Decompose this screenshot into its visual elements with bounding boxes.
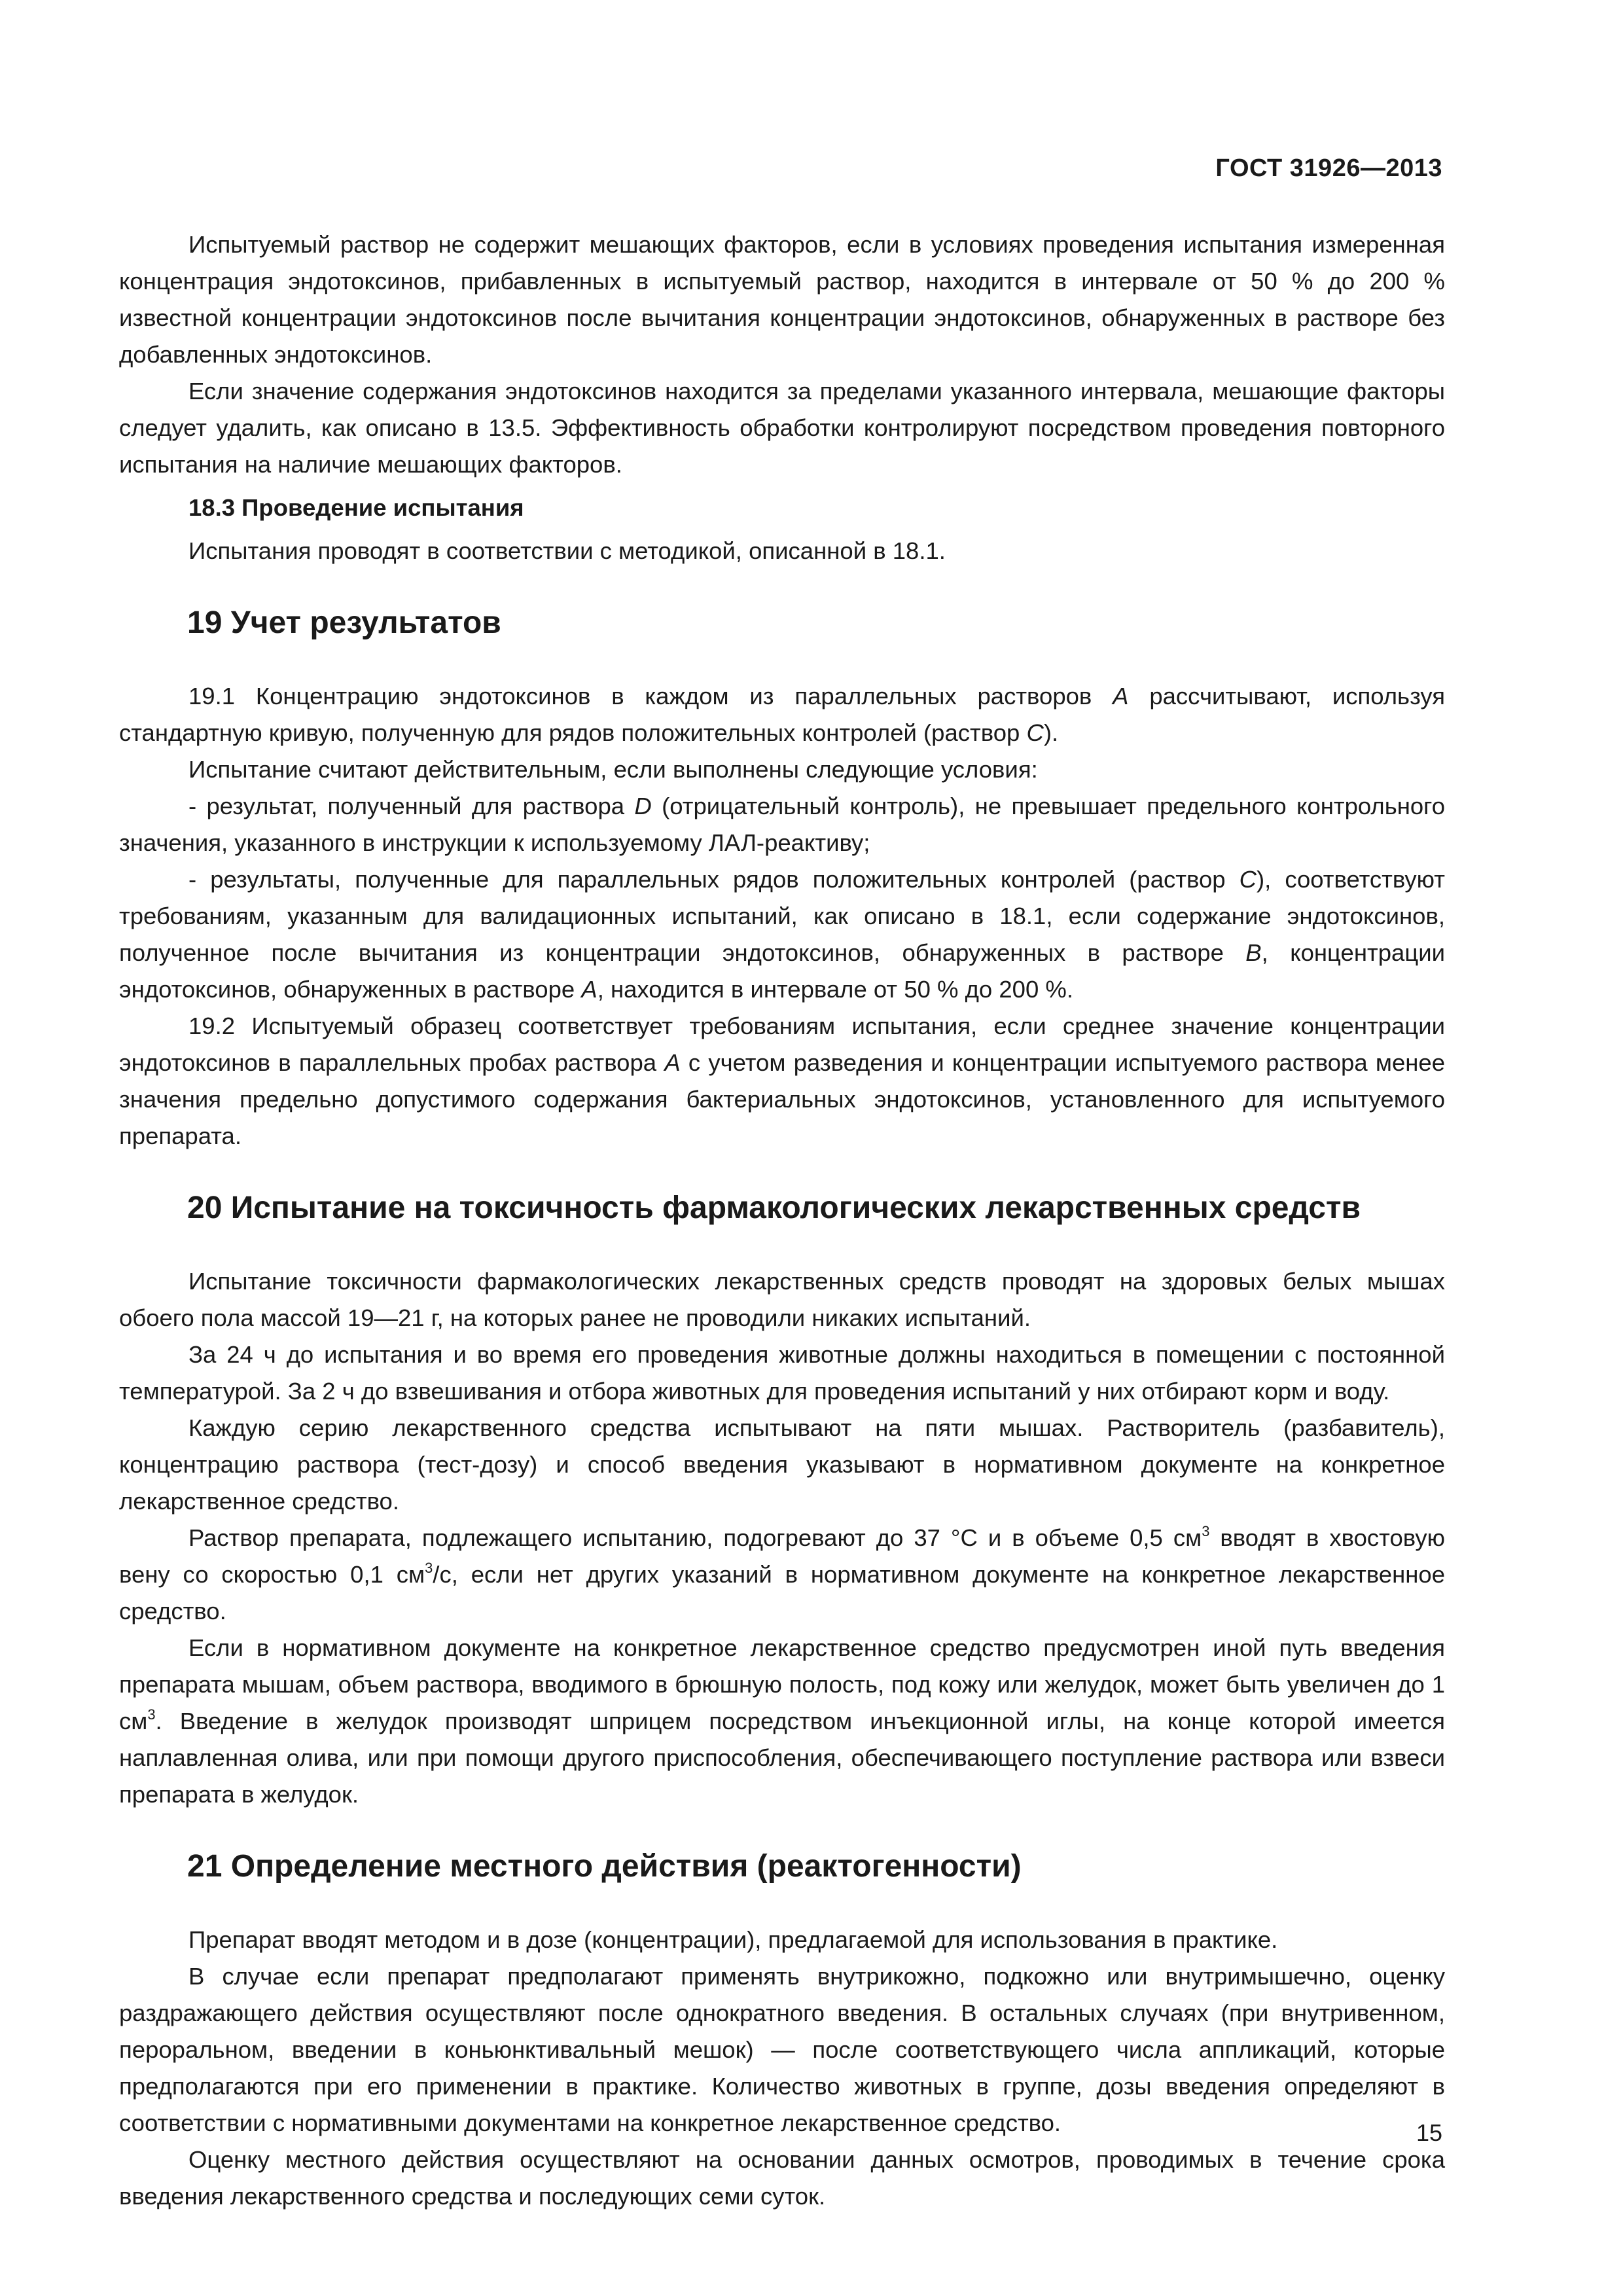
paragraph: Каждую серию лекарственного средства испытывают на пяти мышах. Растворитель (разбавитель), концентрацию раствора (тест-дозу) и способ введения указывают в нормативном документе на конкретное лекарственное средство. (119, 1414, 1445, 1515)
section-heading-19: 19 Учет результатов (187, 605, 501, 640)
paragraph: Испытание считают действительным, если выполнены следующие условия: (188, 756, 1038, 783)
subsection-heading-18-3: 18.3 Проведение испытания (188, 494, 524, 521)
paragraph: Испытания проводят в соответствии с методикой, описанной в 18.1. (188, 537, 946, 564)
list-item: - результаты, полученные для параллельных рядов положительных контролей (раствор C), соответствуют требованиям, указанным для валидационных испытаний, как описано в 18.1, если содержание эндотоксинов, полученное после вычитания из концентрации эндотоксинов, обнаруженных в растворе B, концентрации эндотоксинов, обнаруженных в растворе A, находится в интервале от 50 % до 200 %. (119, 866, 1445, 1003)
paragraph: Испытуемый раствор не содержит мешающих факторов, если в условиях проведения испытания измеренная концентрация эндотоксинов, прибавленных в испытуемый раствор, находится в интервале от 50 % до 200 % известной концентрации эндотоксинов после вычитания концентрации эндотоксинов, обнаруженных в растворе без добавленных эндотоксинов. (119, 231, 1445, 368)
list-item: - результат, полученный для раствора D (отрицательный контроль), не превышает предельного контрольного значения, указанного в инструкции к используемому ЛАЛ-реактиву; (119, 793, 1445, 856)
paragraph: За 24 ч до испытания и во время его проведения животные должны находиться в помещении с постоянной температурой. За 2 ч до взвешивания и отбора животных для проведения испытаний у них отбирают корм и воду. (119, 1341, 1445, 1405)
page-body (119, 226, 1445, 2215)
paragraph: Препарат вводят методом и в дозе (концентрации), предлагаемой для использования в практике. (188, 1926, 1278, 1953)
page-number: 15 (1416, 2119, 1442, 2146)
paragraph: В случае если препарат предполагают применять внутрикожно, подкожно или внутримышечно, оценку раздражающего действия осуществляют после однократного введения. В остальных случаях (при внутривенном, пероральном, введении в коньюнктивальный мешок) — после соответствующего числа аппликаций, которые предполагаются при его применении в практике. Количество животных в группе, дозы введения определяют в соответствии с нормативными документами на конкретное лекарственное средство. (119, 1963, 1445, 2136)
section-heading-20: 20 Испытание на токсичность фармакологических лекарственных средств (187, 1191, 1361, 1225)
paragraph: Оценку местного действия осуществляют на основании данных осмотров, проводимых в течение срока введения лекарственного средства и последующих семи суток. (119, 2146, 1445, 2210)
standard-id: ГОСТ 31926—2013 (1215, 154, 1442, 182)
paragraph: Если в нормативном документе на конкретное лекарственное средство предусмотрен иной путь введения препарата мышам, объем раствора, вводимого в брюшную полость, под кожу или желудок, может быть увеличен до 1 $см^3$. Введение в желудок производят шприцем посредством инъекционной иглы, на конце которой имеется наплавленная олива, или при помощи другого приспособления, обеспечивающего поступление раствора или взвеси препарата в желудок. (119, 1634, 1445, 1808)
paragraph: 19.1 Концентрацию эндотоксинов в каждом из параллельных растворов A рассчитывают, используя стандартную кривую, полученную для рядов положительных контролей (раствор C). (119, 683, 1445, 746)
paragraph: Если значение содержания эндотоксинов находится за пределами указанного интервала, мешающие факторы следует удалить, как описано в 13.5. Эффективность обработки контролируют посредством проведения повторного испытания на наличие мешающих факторов. (119, 378, 1445, 478)
section-heading-21: 21 Определение местного действия (реактогенности) (187, 1849, 1022, 1884)
paragraph: Раствор препарата, подлежащего испытанию, подогревают до 37 °С и в объеме 0,5 $см^3$ вводят в хвостовую вену со скоростью 0,1 $см^3/с$, если нет других указаний в нормативном документе на конкретное лекарственное средство. (119, 1522, 1445, 1624)
paragraph: Испытание токсичности фармакологических лекарственных средств проводят на здоровых белых мышах обоего пола массой 19—21 г, на которых ранее не проводили никаких испытаний. (119, 1268, 1445, 1331)
paragraph: 19.2 Испытуемый образец соответствует требованиям испытания, если среднее значение концентрации эндотоксинов в параллельных пробах раствора A с учетом разведения и концентрации испытуемого раствора менее значения предельно допустимого содержания бактериальных эндотоксинов, установленного для испытуемого препарата. (119, 1013, 1445, 1149)
